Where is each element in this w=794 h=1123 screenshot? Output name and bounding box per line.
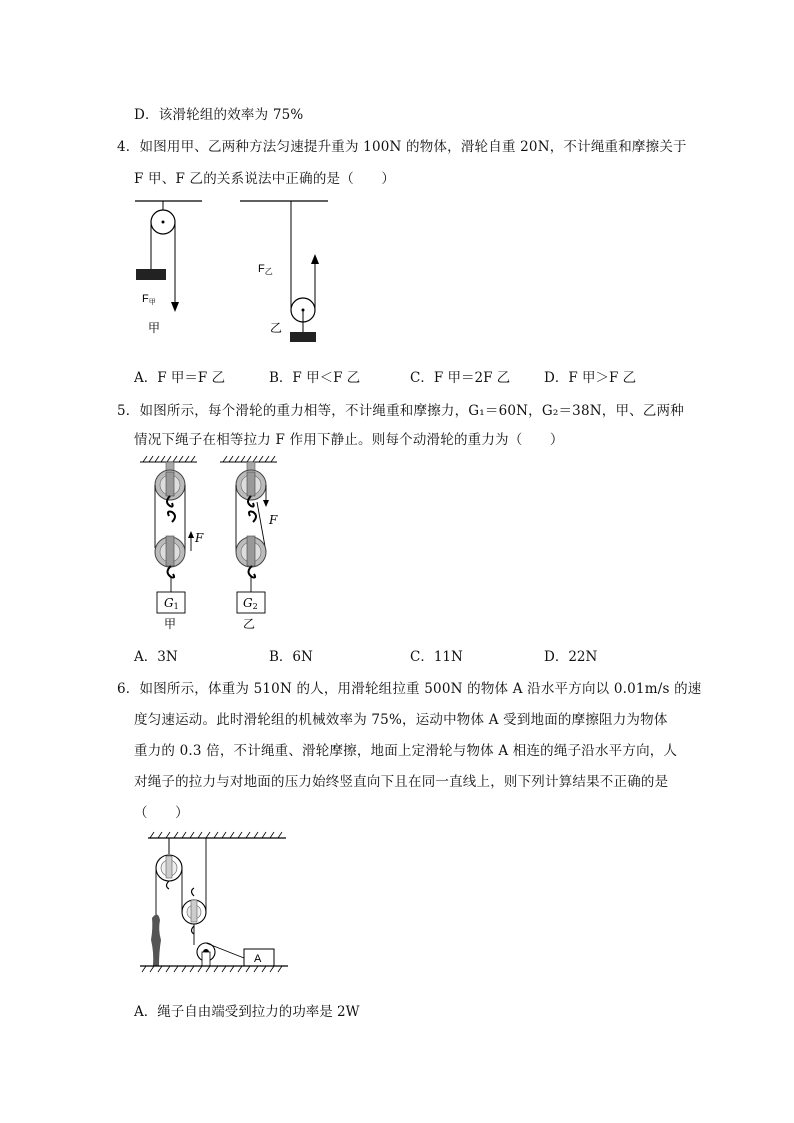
q4-f-yi-label: F乙 (258, 263, 273, 276)
q5-option-a: A．3N (134, 649, 178, 665)
q5-option-b: B．6N (269, 649, 313, 665)
q6-stem-line1: 6．如图所示，体重为 510N 的人，用滑轮组拉重 500N 的物体 A 沿水平方向以 0.01m/s 的速 (117, 681, 702, 697)
q4-fig-jia-caption: 甲 (148, 321, 161, 335)
q5-f-right-label: F (269, 513, 278, 527)
q4-stem-line2: F 甲、F 乙的关系说法中正确的是（ ） (134, 171, 396, 187)
q4-f-jia-label: F甲 (142, 293, 156, 306)
q6-block-a-label: A (254, 953, 262, 965)
q5-stem-line2: 情况下绳子在相等拉力 F 作用下静止。则每个动滑轮的重力为（ ） (134, 432, 564, 448)
q4-option-c: C．F 甲＝2F 乙 (410, 370, 511, 386)
q6-option-a: A．绳子自由端受到拉力的功率是 2W (134, 1004, 360, 1020)
q4-fig-yi-caption: 乙 (270, 321, 283, 335)
q4-option-d: D．F 甲＞F 乙 (544, 370, 637, 386)
q5-f-left-label: F (195, 531, 204, 545)
q5-g1-label: G1 (164, 596, 179, 611)
q5-option-d: D．22N (544, 649, 598, 665)
q4-option-a: A．F 甲＝F 乙 (134, 370, 226, 386)
q6-stem-line3: 重力的 0.3 倍，不计绳重、滑轮摩擦，地面上定滑轮与物体 A 相连的绳子沿水平方向，人 (134, 743, 678, 759)
q4-option-b: B．F 甲＜F 乙 (269, 370, 361, 386)
q6-pulley-figure (136, 830, 296, 980)
q6-stem-line2: 度匀速运动。此时滑轮组的机械效率为 75%，运动中物体 A 受到地面的摩擦阻力为物体 (134, 712, 668, 728)
q6-stem-line5: （ ） (134, 805, 189, 821)
q5-g2-label: G2 (243, 596, 258, 611)
q5-pulley-figure (135, 452, 305, 632)
q5-fig-yi-caption: 乙 (243, 617, 256, 631)
q5-stem-line1: 5．如图所示，每个滑轮的重力相等，不计绳重和摩擦力，G₁＝60N，G₂＝38N，甲、乙两种 (117, 403, 684, 419)
q3-option-d: D．该滑轮组的效率为 75% (134, 107, 304, 123)
q5-option-c: C．11N (410, 649, 463, 665)
q4-pulley-figure (130, 192, 350, 342)
q4-stem-line1: 4．如图用甲、乙两种方法匀速提升重为 100N 的物体，滑轮自重 20N，不计绳重和摩擦关于 (117, 139, 687, 155)
q6-stem-line4: 对绳子的拉力与对地面的压力始终竖直向下且在同一直线上，则下列计算结果不正确的是 (134, 774, 669, 790)
q5-fig-jia-caption: 甲 (164, 617, 177, 631)
